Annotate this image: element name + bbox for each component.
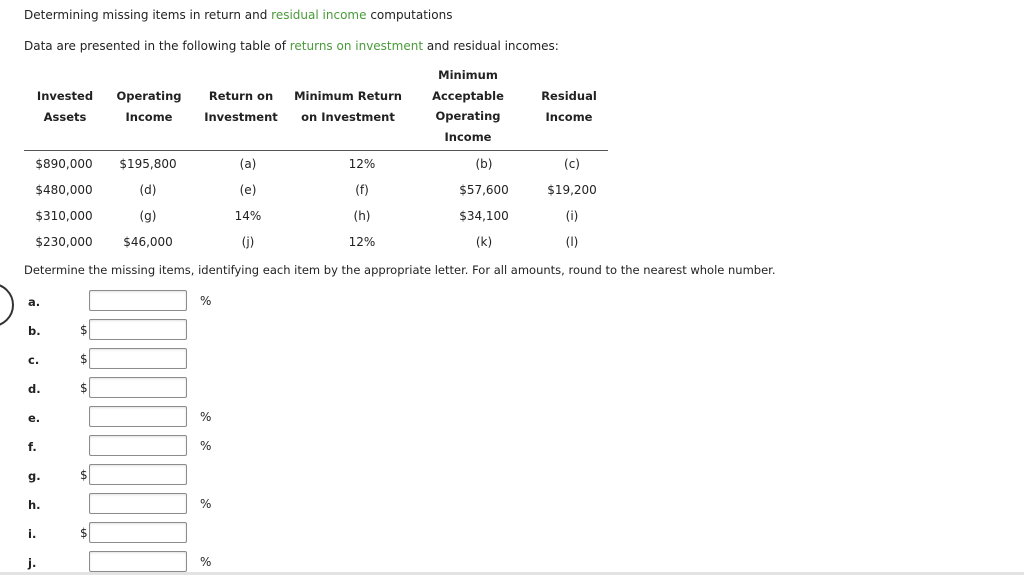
- intro-suffix: and residual incomes:: [423, 39, 559, 53]
- instructions-text: Determine the missing items, identifying each item by the appropriate letter. For all amounts, round to the nearest whole number.: [24, 263, 776, 277]
- header-line: Minimum Return: [294, 89, 402, 103]
- dollar-sign: $: [80, 381, 88, 395]
- answer-label: j.: [28, 556, 37, 570]
- header-minimum-acceptable-operating-income: [423, 65, 513, 147]
- answer-label: b.: [28, 324, 41, 338]
- cell-minimum-return: (h): [353, 209, 371, 223]
- cell-invested-assets: $310,000: [35, 209, 93, 223]
- title-prefix: Determining missing items in return and: [24, 8, 272, 22]
- answer-label: a.: [28, 295, 41, 309]
- cell-minimum-return: 12%: [348, 235, 376, 249]
- header-minimum-return: [288, 86, 408, 127]
- answer-input-f[interactable]: [89, 435, 187, 456]
- cell-minimum-return: (f): [355, 183, 369, 197]
- title-suffix: computations: [366, 8, 453, 22]
- answer-label: e.: [28, 411, 41, 425]
- header-line: Income: [444, 129, 492, 144]
- answer-input-g[interactable]: [89, 464, 187, 485]
- answer-input-b[interactable]: [89, 319, 187, 340]
- header-line: Return on: [208, 89, 274, 103]
- answer-input-i[interactable]: [89, 522, 187, 543]
- answer-input-a[interactable]: [89, 290, 187, 311]
- current-item-indicator: [0, 283, 14, 327]
- answer-label: d.: [28, 382, 41, 396]
- cell-residual-income: (l): [565, 235, 579, 249]
- cell-invested-assets: $890,000: [35, 157, 93, 171]
- percent-sign: %: [200, 410, 212, 424]
- header-residual-income: [532, 86, 606, 127]
- header-line: Residual: [541, 89, 597, 103]
- dollar-sign: $: [80, 352, 88, 366]
- cell-minimum-acceptable-income: $34,100: [459, 209, 509, 223]
- table-header-divider: [24, 150, 608, 151]
- dollar-sign: $: [80, 526, 88, 540]
- answer-input-j[interactable]: [89, 551, 187, 572]
- cell-operating-income: $195,800: [119, 157, 177, 171]
- header-line: Acceptable: [432, 88, 504, 103]
- intro-prefix: Data are presented in the following table of: [24, 39, 290, 53]
- header-line: Income: [545, 109, 593, 124]
- answer-input-e[interactable]: [89, 406, 187, 427]
- header-line: Operating: [435, 109, 501, 123]
- page-title: [24, 8, 452, 22]
- percent-sign: %: [200, 555, 212, 569]
- residual-income-link[interactable]: residual income: [271, 8, 367, 22]
- answer-label: g.: [28, 469, 41, 483]
- percent-sign: %: [200, 439, 212, 453]
- header-line: on Investment: [301, 109, 395, 124]
- cell-return-on-investment: (a): [239, 157, 257, 171]
- answer-label: f.: [28, 440, 37, 454]
- returns-on-investment-link[interactable]: returns on investment: [289, 39, 424, 53]
- cell-minimum-acceptable-income: (k): [475, 235, 493, 249]
- dollar-sign: $: [80, 323, 88, 337]
- percent-sign: %: [200, 294, 212, 308]
- header-line: Investment: [204, 109, 278, 124]
- header-line: Minimum: [438, 68, 498, 82]
- percent-sign: %: [200, 497, 212, 511]
- cell-invested-assets: $230,000: [35, 235, 93, 249]
- header-line: Income: [125, 109, 173, 124]
- cell-minimum-acceptable-income: (b): [475, 157, 493, 171]
- cell-return-on-investment: (e): [239, 183, 257, 197]
- answer-input-d[interactable]: [89, 377, 187, 398]
- cell-return-on-investment: 14%: [234, 209, 262, 223]
- cell-operating-income: (d): [139, 183, 157, 197]
- cell-operating-income: (g): [139, 209, 157, 223]
- header-line: Assets: [43, 109, 87, 124]
- answer-input-c[interactable]: [89, 348, 187, 369]
- cell-return-on-investment: (j): [241, 235, 255, 249]
- cell-invested-assets: $480,000: [35, 183, 93, 197]
- answer-label: h.: [28, 498, 41, 512]
- answer-label: c.: [28, 353, 40, 367]
- cell-operating-income: $46,000: [123, 235, 173, 249]
- intro-text: [24, 39, 559, 53]
- cell-minimum-return: 12%: [348, 157, 376, 171]
- cell-residual-income: (c): [564, 157, 580, 171]
- header-line: Invested: [36, 89, 94, 103]
- answer-input-h[interactable]: [89, 493, 187, 514]
- dollar-sign: $: [80, 468, 88, 482]
- cell-residual-income: (i): [565, 209, 579, 223]
- header-invested-assets: [28, 86, 102, 127]
- cell-residual-income: $19,200: [547, 183, 597, 197]
- header-operating-income: [110, 86, 188, 127]
- answer-label: i.: [28, 527, 37, 541]
- cell-minimum-acceptable-income: $57,600: [459, 183, 509, 197]
- header-line: Operating: [116, 89, 182, 103]
- header-return-on-investment: [198, 86, 284, 127]
